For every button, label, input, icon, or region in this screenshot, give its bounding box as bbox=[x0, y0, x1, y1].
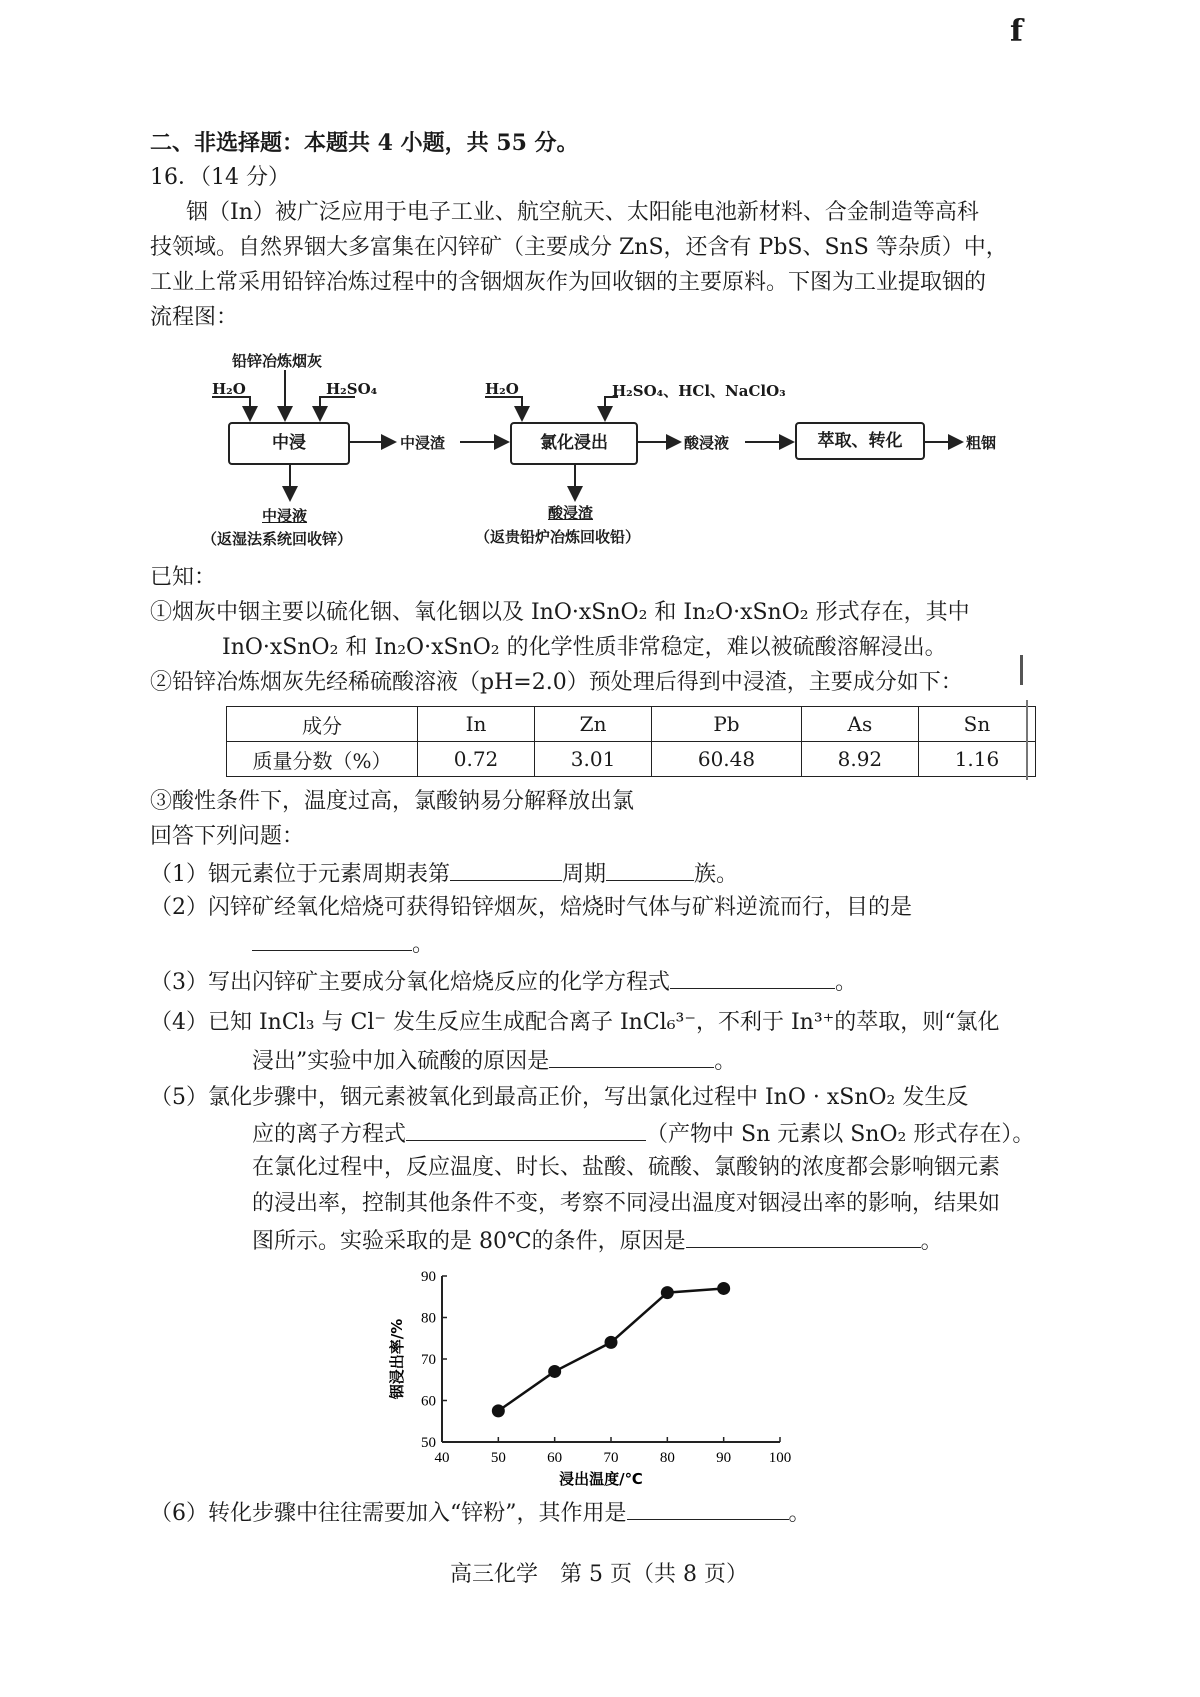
step-chlorination: 氯化浸出 bbox=[510, 422, 638, 465]
table-cell: 8.92 bbox=[801, 742, 918, 777]
table-header-cell: Zn bbox=[535, 707, 652, 742]
q5-text-a: 应的离子方程式 bbox=[252, 1122, 407, 1147]
q4-end: 。 bbox=[714, 1049, 737, 1074]
known-item-1-line-1: ①烟灰中铟主要以硫化铟、氧化铟以及 InO·xSnO₂ 和 In₂O·xSnO₂ 形式存在，其中 bbox=[150, 600, 970, 625]
composition-table bbox=[226, 706, 1036, 777]
q3-text: （3）写出闪锌矿主要成分氧化焙烧反应的化学方程式 bbox=[150, 970, 670, 995]
flowchart-arrows bbox=[0, 0, 1200, 560]
question-5-line-2 bbox=[252, 1118, 1034, 1150]
reagent-water-2: H₂O bbox=[485, 380, 519, 398]
table-row bbox=[227, 742, 1036, 777]
table-header-cell: As bbox=[801, 707, 918, 742]
q4-blank[interactable] bbox=[549, 1045, 714, 1068]
table-cell: 3.01 bbox=[535, 742, 652, 777]
y-tick-label: 90 bbox=[421, 1269, 436, 1285]
question-4-line-1: （4）已知 InCl₃ 与 Cl⁻ 发生反应生成配合离子 InCl₆³⁻，不利于 In³⁺的萃取，则“氯化 bbox=[150, 1010, 1000, 1035]
byproduct-acid-note: （返贵铅炉冶炼回收铅） bbox=[475, 528, 641, 546]
question-4-line-2 bbox=[252, 1045, 736, 1077]
series-line bbox=[498, 1288, 723, 1410]
y-tick-label: 70 bbox=[421, 1352, 436, 1368]
corner-mark: f bbox=[1010, 14, 1023, 49]
q2-end: 。 bbox=[412, 932, 435, 957]
question-2-line-2 bbox=[252, 928, 434, 960]
table-cell: 60.48 bbox=[652, 742, 802, 777]
table-header-cell: In bbox=[418, 707, 535, 742]
q5-blank-reason[interactable] bbox=[686, 1225, 921, 1248]
reagent-acid-1: H₂SO₄ bbox=[326, 380, 378, 398]
q5-end: 。 bbox=[920, 1229, 943, 1254]
table-header-cell: 成分 bbox=[227, 707, 418, 742]
table-header-row bbox=[227, 707, 1036, 742]
question-1 bbox=[150, 858, 738, 890]
reagents-chlorination: H₂SO₄、HCl、NaClO₃ bbox=[612, 382, 786, 400]
q1-text-a: （1）铟元素位于元素周期表第 bbox=[150, 862, 450, 887]
question-5-line-1: （5）氯化步骤中，铟元素被氧化到最高正价，写出氯化过程中 InO · xSnO₂ 发生反 bbox=[150, 1085, 969, 1110]
intro-line-1: 铟（In）被广泛应用于电子工业、航空航天、太阳能电池新材料、合金制造等高科 bbox=[186, 200, 979, 225]
question-6 bbox=[150, 1497, 811, 1529]
product-final: 粗铟 bbox=[966, 434, 997, 452]
y-tick-label: 60 bbox=[421, 1393, 436, 1410]
data-point bbox=[492, 1404, 505, 1417]
byproduct-neutral-note: （返湿法系统回收锌） bbox=[202, 530, 353, 548]
step-extraction: 萃取、转化 bbox=[795, 422, 925, 460]
q4-text-b: 浸出”实验中加入硫酸的原因是 bbox=[252, 1049, 550, 1074]
x-tick-label: 80 bbox=[659, 1450, 675, 1466]
question-5-line-3: 在氯化过程中，反应温度、时长、盐酸、硫酸、氯酸钠的浓度都会影响铟元素 bbox=[252, 1155, 1001, 1180]
known-label: 已知： bbox=[150, 565, 217, 590]
table-header-cell: Pb bbox=[652, 707, 802, 742]
question-5-line-4: 的浸出率，控制其他条件不变，考察不同浸出温度对铟浸出率的影响，结果如 bbox=[252, 1191, 1001, 1216]
y-tick-label: 50 bbox=[421, 1435, 436, 1451]
q3-blank[interactable] bbox=[670, 966, 835, 989]
step-neutral-leach: 中浸 bbox=[228, 422, 350, 465]
x-tick-label: 60 bbox=[547, 1450, 563, 1466]
question-5-line-5 bbox=[252, 1225, 943, 1257]
y-axis-label: 铟浸出率/% bbox=[388, 1318, 406, 1400]
table-cell: 0.72 bbox=[418, 742, 535, 777]
data-point bbox=[605, 1336, 618, 1349]
q1-text-c: 族。 bbox=[694, 862, 739, 887]
answer-prompt: 回答下列问题： bbox=[150, 824, 305, 849]
x-tick-label: 70 bbox=[603, 1450, 619, 1466]
question-number: 16．（14 分） bbox=[150, 165, 290, 190]
q5-blank-equation[interactable] bbox=[406, 1118, 646, 1141]
table-cell: 质量分数（%） bbox=[227, 742, 418, 777]
known-item-1-line-2: InO·xSnO₂ 和 In₂O·xSnO₂ 的化学性质非常稳定，难以被硫酸溶解浸出。 bbox=[222, 635, 947, 660]
intro-line-4: 流程图： bbox=[150, 305, 239, 330]
section-heading: 二、非选择题：本题共 4 小题，共 55 分。 bbox=[150, 130, 579, 156]
x-tick-label: 50 bbox=[490, 1450, 506, 1466]
table-header-cell: Sn bbox=[918, 707, 1035, 742]
intro-line-3: 工业上常采用铅锌冶炼过程中的含铟烟灰作为回收铟的主要原料。下图为工业提取铟的 bbox=[150, 270, 987, 295]
table-cell: 1.16 bbox=[918, 742, 1035, 777]
q6-end: 。 bbox=[788, 1501, 811, 1526]
x-axis-label: 浸出温度/℃ bbox=[559, 1470, 643, 1488]
y-tick-label: 80 bbox=[421, 1310, 436, 1327]
scan-mark bbox=[1020, 655, 1023, 685]
q5-text-c: 图所示。实验采取的是 80℃的条件，原因是 bbox=[252, 1229, 686, 1254]
q2-blank[interactable] bbox=[252, 928, 412, 951]
data-point bbox=[661, 1286, 674, 1299]
known-item-2: ②铅锌冶炼烟灰先经稀硫酸溶液（pH=2.0）预处理后得到中浸渣，主要成分如下： bbox=[150, 670, 963, 695]
x-tick-label: 100 bbox=[768, 1450, 792, 1466]
q3-end: 。 bbox=[835, 970, 858, 995]
q5-text-b: （产物中 Sn 元素以 SnO₂ 形式存在）。 bbox=[646, 1122, 1035, 1147]
leaching-rate-chart bbox=[380, 1262, 840, 1492]
question-2-line-1: （2）闪锌矿经氧化焙烧可获得铅锌烟灰，焙烧时气体与矿料逆流而行，目的是 bbox=[150, 895, 912, 920]
feed-label: 铅锌冶炼烟灰 bbox=[232, 352, 323, 370]
x-tick-label: 90 bbox=[716, 1450, 732, 1466]
q6-text: （6）转化步骤中往往需要加入“锌粉”，其作用是 bbox=[150, 1501, 627, 1526]
known-item-3: ③酸性条件下，温度过高，氯酸钠易分解释放出氯 bbox=[150, 789, 635, 814]
x-tick-label: 40 bbox=[434, 1450, 450, 1466]
product-neutral-residue: 中浸渣 bbox=[400, 434, 446, 452]
data-point bbox=[548, 1365, 561, 1378]
page-footer: 高三化学 第 5 页（共 8 页） bbox=[450, 1562, 748, 1587]
reagent-water-1: H₂O bbox=[212, 380, 246, 398]
scan-mark bbox=[1026, 700, 1028, 780]
q1-text-b: 周期 bbox=[562, 862, 607, 887]
byproduct-neutral-liquor: 中浸液 bbox=[262, 507, 308, 525]
intro-line-2: 技领域。自然界铟大多富集在闪锌矿（主要成分 ZnS，还含有 PbS、SnS 等杂质）中， bbox=[150, 235, 1008, 260]
q1-blank-group[interactable] bbox=[606, 858, 694, 881]
q1-blank-period[interactable] bbox=[450, 858, 562, 881]
data-point bbox=[717, 1282, 730, 1295]
product-acid-liquor: 酸浸液 bbox=[684, 434, 730, 452]
byproduct-acid-residue: 酸浸渣 bbox=[548, 504, 594, 522]
question-3 bbox=[150, 966, 857, 998]
q6-blank[interactable] bbox=[627, 1497, 789, 1520]
